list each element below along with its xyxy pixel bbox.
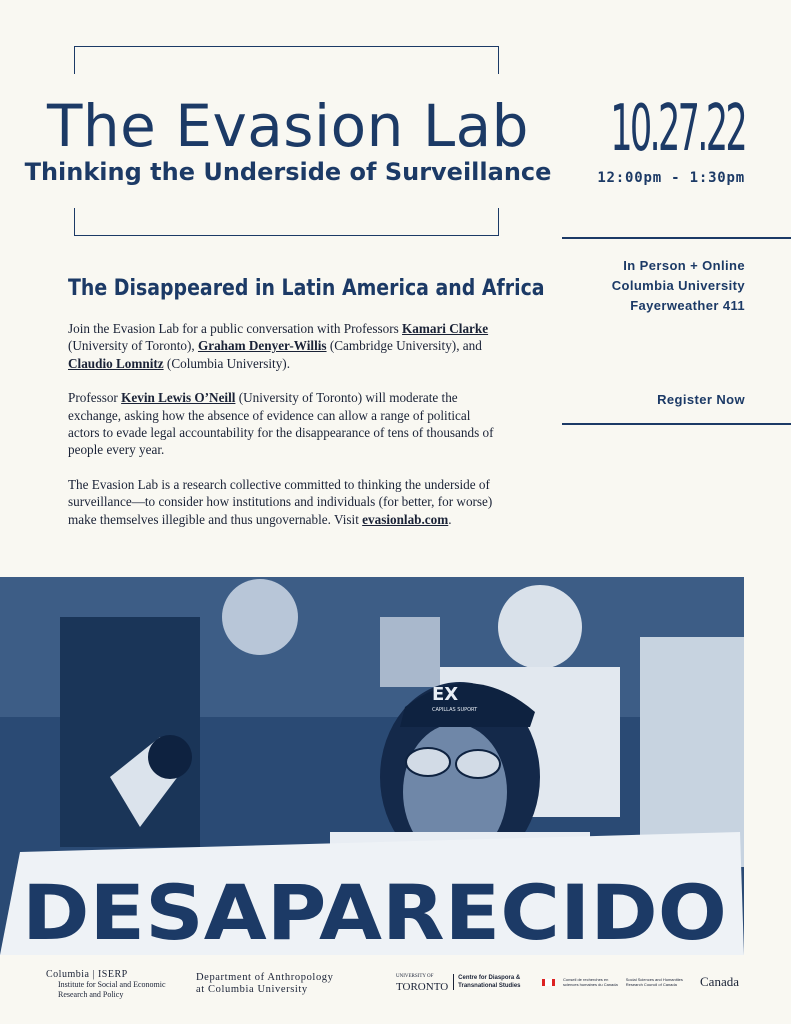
columbia-iserp-logo	[46, 970, 166, 1000]
anthro-line-2: at Columbia University	[196, 984, 308, 995]
sshrc-en-line-1: Social Sciences and Humanities	[625, 977, 683, 982]
cap-subtext: CAPILLAS SUPORT	[432, 707, 478, 713]
anthropology-department-logo	[196, 972, 334, 996]
background-figure-left	[60, 617, 200, 847]
event-title: The Evasion Lab	[46, 92, 529, 160]
sunglasses-right	[456, 750, 500, 778]
description-paragraph-2	[68, 389, 498, 459]
link-kamari-clarke[interactable]: Kamari Clarke	[402, 321, 489, 336]
event-time: 12:00pm - 1:30pm	[597, 170, 745, 186]
sshrc-fr-line-2: sciences humaines du Canada	[563, 982, 618, 987]
sshrc-english	[626, 977, 683, 987]
cds-wordmark	[453, 974, 520, 990]
location-line-venue: Columbia University	[611, 278, 745, 293]
anthro-line-1: Department of Anthropology	[196, 972, 334, 983]
protest-photo-illustration	[0, 577, 744, 955]
uoft-name: TORONTO	[396, 981, 449, 993]
event-date: 10.27.22	[610, 92, 745, 166]
uoft-small: UNIVERSITY OF	[396, 974, 434, 979]
sshrc-logo	[542, 977, 683, 987]
description-paragraph-3	[68, 476, 498, 528]
text-span: (Cambridge University), and	[326, 338, 482, 354]
title-frame-top	[74, 46, 499, 74]
link-evasionlab[interactable]: evasionlab.com	[362, 511, 449, 527]
protest-photo	[0, 577, 744, 955]
section-heading: The Disappeared in Latin America and Africa	[68, 276, 545, 301]
register-now-link[interactable]: Register Now	[657, 392, 745, 407]
link-kevin-lewis-oneill[interactable]: Kevin Lewis O’Neill	[121, 390, 236, 406]
cds-line-2: Transnational Studies	[458, 983, 521, 989]
canada-wordmark: Canada	[700, 974, 739, 989]
columbia-iserp-sub2: Research and Policy	[58, 990, 124, 999]
sshrc-fr-line-1: Conseil de recherches en	[563, 977, 609, 982]
canada-flag-icon	[542, 979, 555, 986]
text-span: (University of Toronto),	[68, 338, 198, 354]
divider-top	[562, 237, 791, 239]
sponsor-footer	[0, 966, 791, 1024]
text-span: .	[448, 511, 452, 527]
link-graham-denyer-willis[interactable]: Graham Denyer-Willis	[197, 338, 327, 354]
event-description	[68, 320, 498, 545]
protest-sign	[380, 617, 440, 687]
sshrc-french	[563, 977, 618, 987]
background-figure-hat	[222, 579, 298, 655]
link-claudio-lomnitz[interactable]: Claudio Lomnitz	[68, 355, 164, 371]
uoft-cds-logo	[396, 972, 521, 992]
event-location	[612, 256, 745, 316]
cap-logo-text: EX	[432, 684, 459, 705]
uoft-wordmark	[396, 972, 448, 992]
divider-bottom	[562, 423, 791, 425]
text-span: Professor	[68, 390, 122, 406]
text-span: The Evasion Lab is a research collective committed to thinking the underside of surveillance—to consider how institutions and individuals (for better, for worse) make themselves illegible and thus ungovernable. Visit	[68, 476, 493, 527]
location-line-room: Fayerweather 411	[630, 298, 745, 313]
event-subtitle: Thinking the Underside of Surveillance	[24, 158, 552, 186]
title-frame-bottom	[74, 208, 499, 236]
sshrc-en-line-2: Research Council of Canada	[625, 982, 677, 987]
sunglasses-left	[406, 748, 450, 776]
columbia-iserp-name: Columbia | ISERP	[46, 969, 128, 980]
banner-text: DESAPARECIDO	[22, 868, 727, 955]
text-span: (Columbia University).	[163, 355, 290, 371]
columbia-iserp-sub1: Institute for Social and Economic	[58, 980, 166, 989]
description-paragraph-1	[68, 320, 498, 372]
text-span: Join the Evasion Lab for a public conversation with Professors	[68, 321, 403, 336]
cds-line-1: Centre for Diaspora &	[458, 975, 521, 981]
location-line-mode: In Person + Online	[623, 258, 745, 273]
background-figure-cap	[498, 585, 582, 669]
rose-icon	[148, 735, 192, 779]
text-span: (University of Toronto) will moderate the exchange, asking how the absence of evidence can allow a range of political actors to evade legal accountability for the disappearance of tens of thousands of people every year.	[68, 390, 494, 458]
